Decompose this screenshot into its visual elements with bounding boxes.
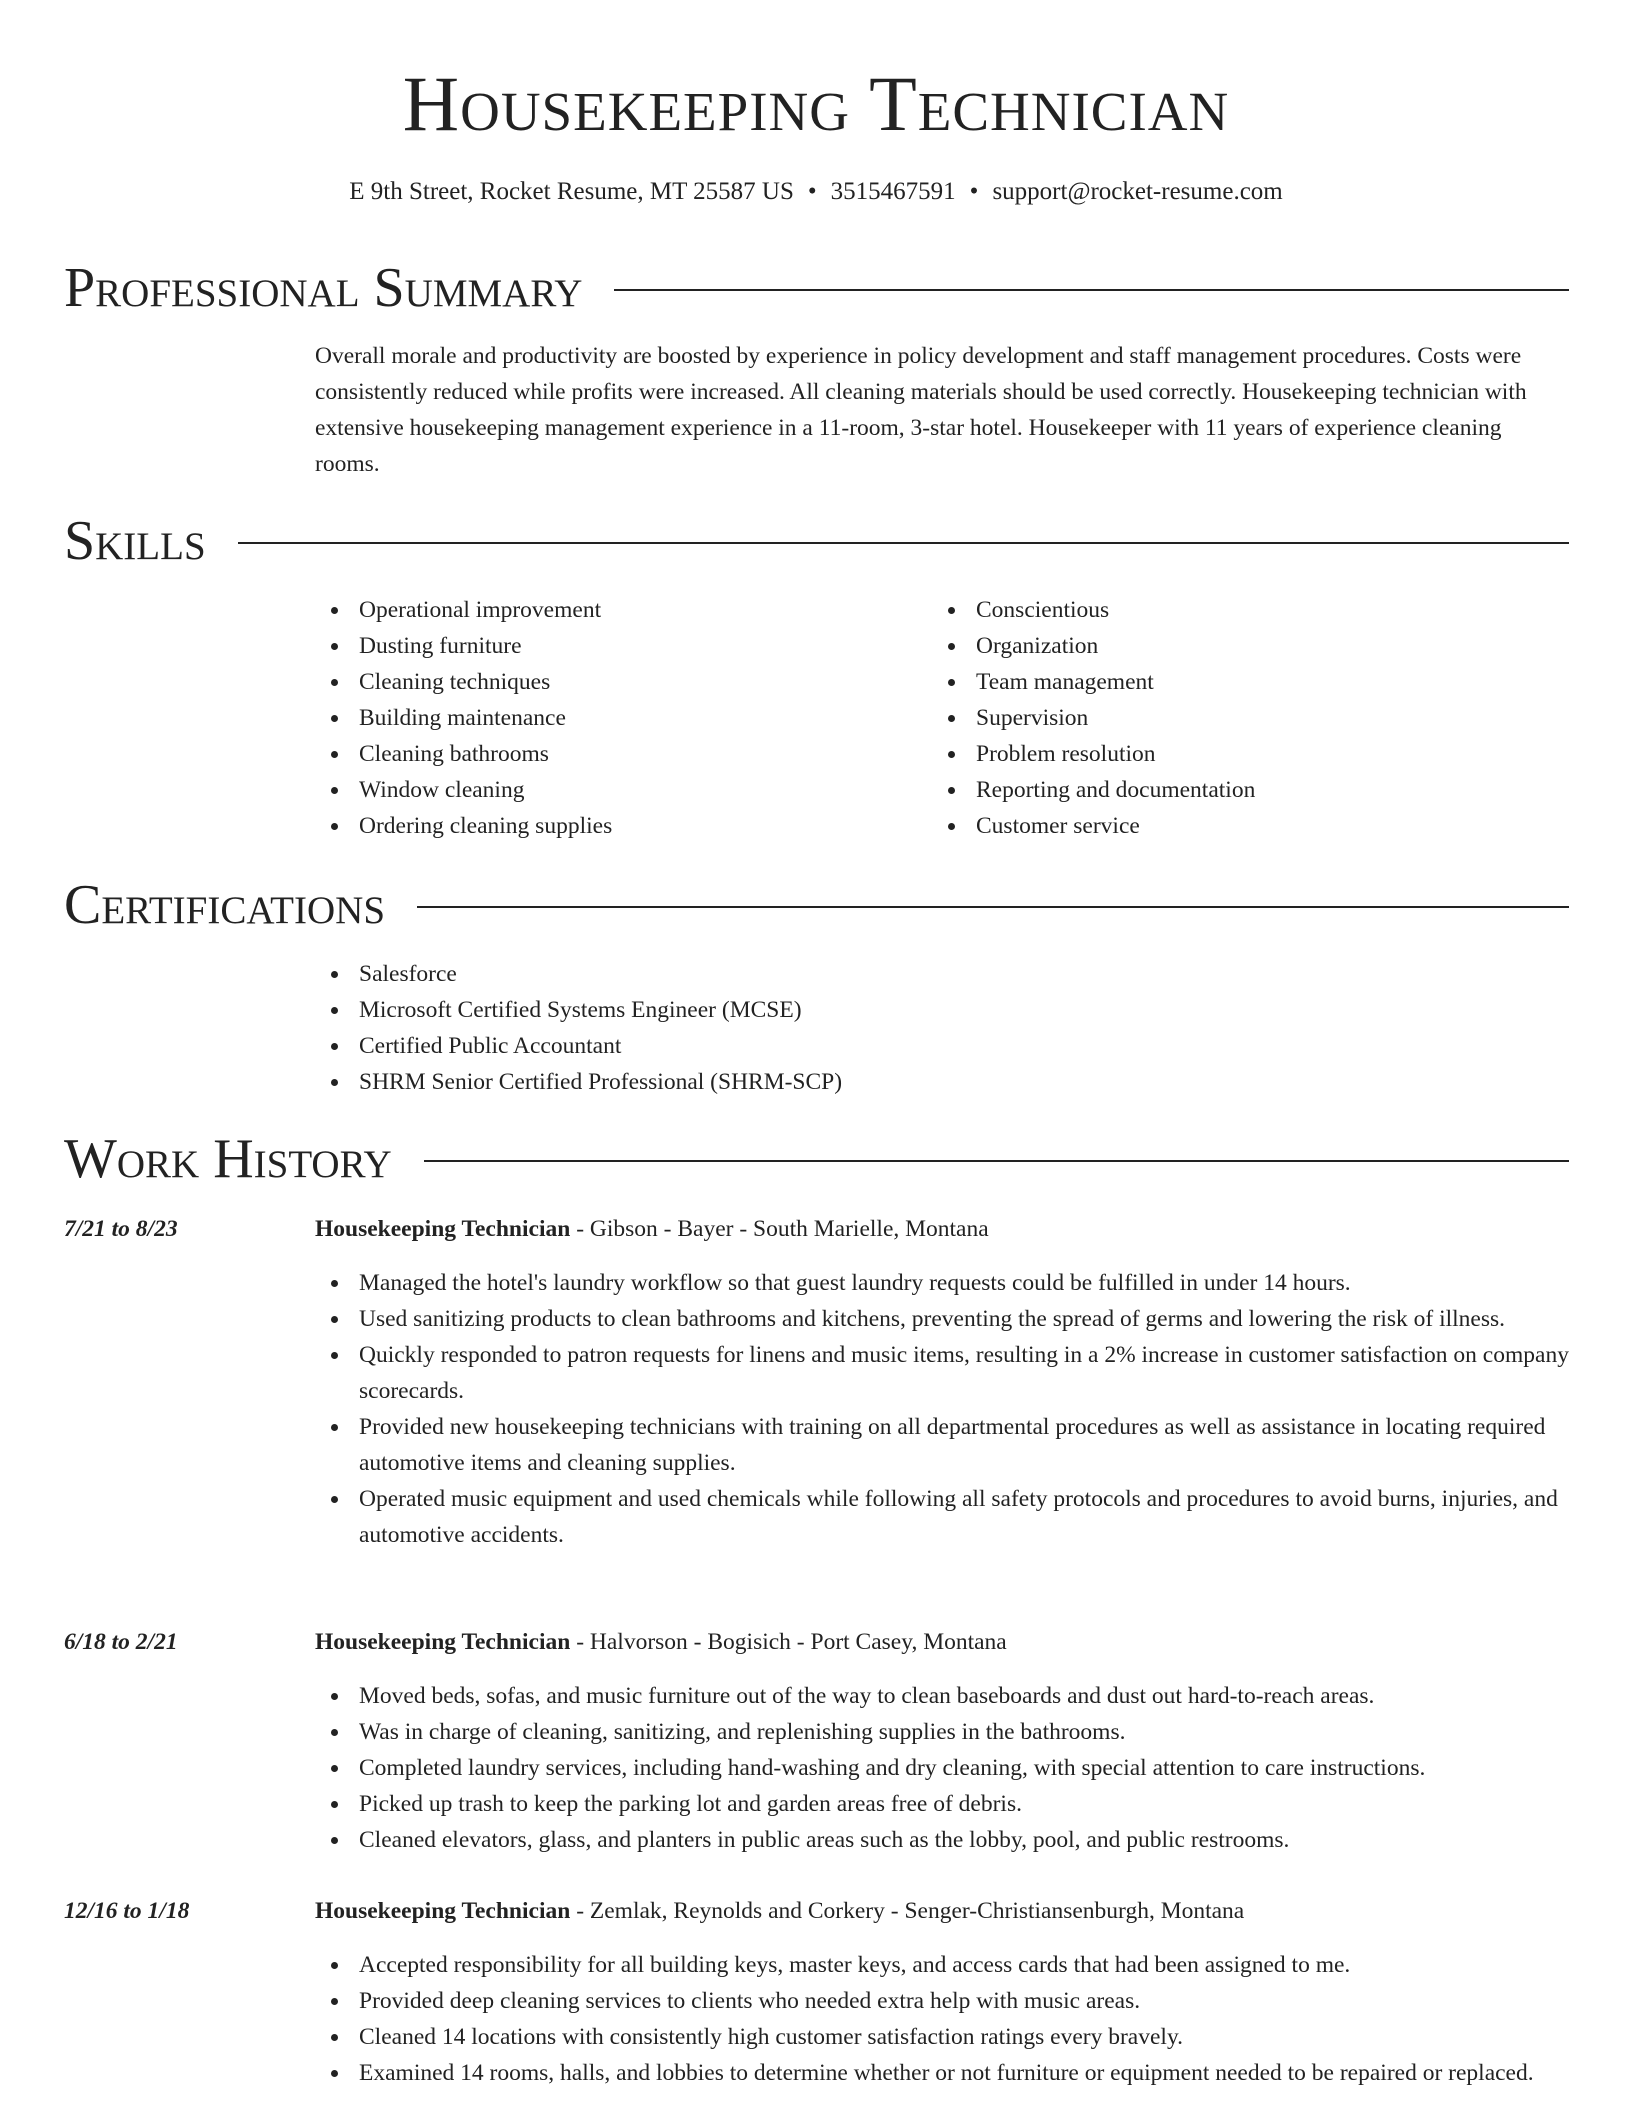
- job-heading: [315, 1211, 1569, 1247]
- certifications-title: Certifications: [64, 874, 386, 936]
- section-divider: [238, 542, 1569, 544]
- section-divider: [424, 1160, 1569, 1162]
- resume-name: Housekeeping Technician: [402, 60, 1230, 147]
- certifications-list: [315, 956, 1569, 1100]
- list-item: Team management: [932, 664, 1532, 700]
- section-divider: [614, 289, 1569, 291]
- list-item: Certified Public Accountant: [315, 1028, 1569, 1064]
- list-item: Window cleaning: [315, 772, 915, 808]
- list-item: Reporting and documentation: [932, 772, 1532, 808]
- job-bullets: [315, 1947, 1569, 2091]
- job-details: - Gibson - Bayer - South Marielle, Montana: [570, 1216, 989, 1242]
- job-heading: [315, 1624, 1569, 1660]
- work-history-section-header: [64, 1127, 1569, 1191]
- contact-separator: •: [969, 178, 979, 205]
- list-item: Salesforce: [315, 956, 1569, 992]
- list-item: Was in charge of cleaning, sanitizing, and replenishing supplies in the bathrooms.: [315, 1714, 1569, 1750]
- work-history-title: Work History: [64, 1128, 392, 1190]
- list-item: Ordering cleaning supplies: [315, 808, 915, 844]
- contact-line: [0, 172, 1632, 212]
- list-item: Operated music equipment and used chemicals while following all safety protocols and procedures to avoid burns, injuries, and automotive accidents.: [315, 1481, 1569, 1553]
- job-dates: 7/21 to 8/23: [64, 1216, 178, 1242]
- list-item: Cleaning techniques: [315, 664, 915, 700]
- list-item: Dusting furniture: [315, 628, 915, 664]
- summary-section-header: [64, 256, 1569, 320]
- summary-title: Professional Summary: [64, 257, 583, 319]
- skills-title: Skills: [64, 510, 206, 572]
- contact-address: E 9th Street, Rocket Resume, MT 25587 US: [349, 178, 794, 205]
- list-item: Accepted responsibility for all building keys, master keys, and access cards that had been assigned to me.: [315, 1947, 1569, 1983]
- list-item: Customer service: [932, 808, 1532, 844]
- contact-email: support@rocket-resume.com: [992, 178, 1283, 205]
- section-divider: [417, 906, 1569, 908]
- list-item: Managed the hotel's laundry workflow so that guest laundry requests could be fulfilled in under 14 hours.: [315, 1265, 1569, 1301]
- job-details: - Zemlak, Reynolds and Corkery - Senger-Christiansenburgh, Montana: [570, 1898, 1245, 1924]
- list-item: Quickly responded to patron requests for linens and music items, resulting in a 2% increase in customer satisfaction on company scorecards.: [315, 1337, 1569, 1409]
- list-item: Cleaned elevators, glass, and planters in public areas such as the lobby, pool, and public restrooms.: [315, 1822, 1569, 1858]
- list-item: Provided deep cleaning services to clients who needed extra help with music areas.: [315, 1983, 1569, 2019]
- skills-list-left: [315, 592, 915, 844]
- list-item: Organization: [932, 628, 1532, 664]
- list-item: Supervision: [932, 700, 1532, 736]
- skills-section-header: [64, 509, 1569, 573]
- list-item: Operational improvement: [315, 592, 915, 628]
- job-dates: 12/16 to 1/18: [64, 1898, 190, 1924]
- summary-text: Overall morale and productivity are boosted by experience in policy development and staff management procedures. Costs were consistently reduced while profits were increased. All cleaning materials should be used correctly. Housekeeping technician with extensive housekeeping management experience in a 11-room, 3-star hotel. Housekeeper with 11 years of experience cleaning rooms.: [315, 343, 1527, 477]
- list-item: Completed laundry services, including hand-washing and dry cleaning, with special attention to care instructions.: [315, 1750, 1569, 1786]
- contact-phone: 3515467591: [830, 178, 956, 205]
- list-item: Cleaning bathrooms: [315, 736, 915, 772]
- list-item: Used sanitizing products to clean bathrooms and kitchens, preventing the spread of germs and lowering the risk of illness.: [315, 1301, 1569, 1337]
- list-item: SHRM Senior Certified Professional (SHRM-SCP): [315, 1064, 1569, 1100]
- job-details: - Halvorson - Bogisich - Port Casey, Montana: [570, 1629, 1007, 1655]
- list-item: Building maintenance: [315, 700, 915, 736]
- list-item: Provided new housekeeping technicians with training on all departmental procedures as well as assistance in locating required automotive items and cleaning supplies.: [315, 1409, 1569, 1481]
- certifications-section-header: [64, 873, 1569, 937]
- job-role: Housekeeping Technician: [315, 1216, 571, 1242]
- skills-list-right: [932, 592, 1532, 844]
- job-heading: [315, 1893, 1569, 1929]
- list-item: Examined 14 rooms, halls, and lobbies to determine whether or not furniture or equipment needed to be repaired or replaced.: [315, 2055, 1569, 2091]
- job-bullets: [315, 1265, 1569, 1553]
- list-item: Cleaned 14 locations with consistently high customer satisfaction ratings every bravely.: [315, 2019, 1569, 2055]
- list-item: Picked up trash to keep the parking lot and garden areas free of debris.: [315, 1786, 1569, 1822]
- list-item: Conscientious: [932, 592, 1532, 628]
- job-role: Housekeeping Technician: [315, 1898, 571, 1924]
- list-item: Problem resolution: [932, 736, 1532, 772]
- job-dates: 6/18 to 2/21: [64, 1629, 178, 1655]
- contact-separator: •: [807, 178, 817, 205]
- list-item: Microsoft Certified Systems Engineer (MCSE): [315, 992, 1569, 1028]
- job-bullets: [315, 1678, 1569, 1858]
- list-item: Moved beds, sofas, and music furniture out of the way to clean baseboards and dust out hard-to-reach areas.: [315, 1678, 1569, 1714]
- job-role: Housekeeping Technician: [315, 1629, 571, 1655]
